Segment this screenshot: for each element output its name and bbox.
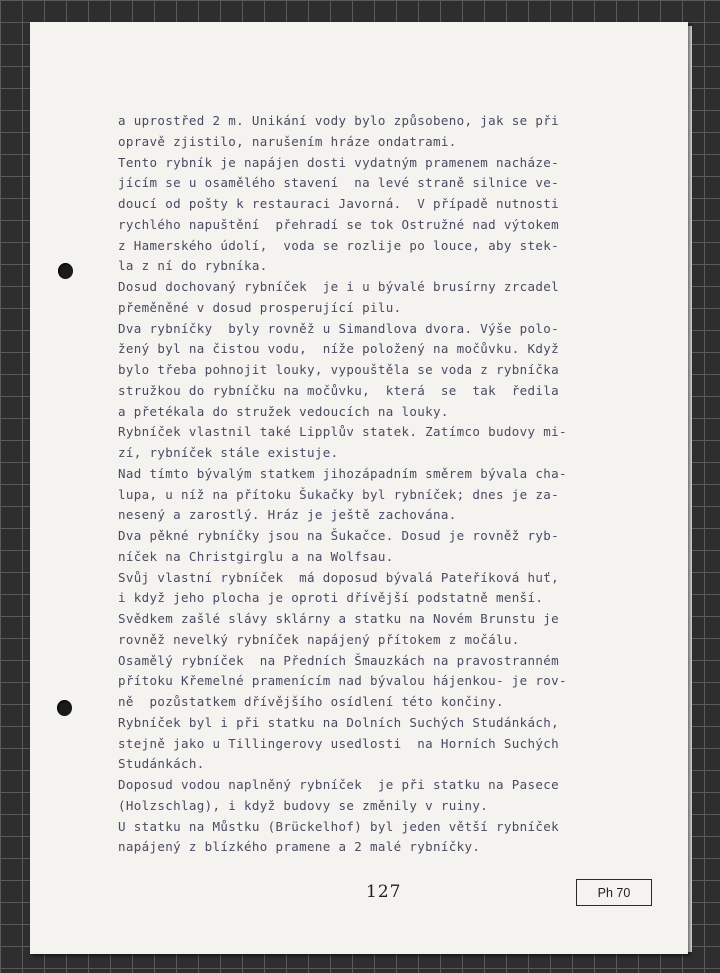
text-line: Dosud dochovaný rybníček je i u bývalé brusírny zrcadel xyxy=(118,279,560,294)
text-line: Studánkách. xyxy=(118,756,205,772)
text-line: Rybníček byl i při statku na Dolních Suchých Studánkách, xyxy=(118,714,560,730)
text-line: jícím se u osamělého stavení na levé straně silnice ve- xyxy=(118,175,560,191)
page-number: 127 xyxy=(366,882,402,902)
text-line: Tento rybník je napájen dosti vydatným pramenem nacháze- xyxy=(118,154,560,170)
text-line: bylo třeba pohnojit louky, vypouštěla se voda z rybníčka xyxy=(118,362,560,377)
typewritten-text xyxy=(118,111,578,858)
text-line: Nad tímto bývalým statkem jihozápadním směrem bývala cha- xyxy=(118,465,567,481)
text-line: la z ní do rybníka. xyxy=(118,258,268,274)
text-line: stejně jako u Tillingerovy usedlosti na Horních Suchých xyxy=(118,735,560,751)
text-line: přítoku Křemelné pramenícím nad bývalou hájenkou- je rov- xyxy=(118,673,567,689)
text-line: stružkou do rybníčku na močůvku, která se tak ředila xyxy=(118,382,560,398)
text-line: žený byl na čistou vodu, níže položený na močůvku. Když xyxy=(118,341,560,357)
text-line: Dva rybníčky byly rovněž u Simandlova dvora. Výše polo- xyxy=(118,320,560,336)
text-line: rychlého napuštění přehradí se tok Ostružné nad výtokem xyxy=(118,216,560,232)
text-line: níček na Christgirglu a na Wolfsau. xyxy=(118,548,394,564)
text-line: Doposud vodou naplněný rybníček je při statku na Pasece xyxy=(118,777,560,792)
text-line: napájený z blízkého pramene a 2 malé rybníčky. xyxy=(118,839,481,855)
text-line: rovněž nevelký rybníček napájený přítokem z močálu. xyxy=(118,631,520,647)
text-line: Svědkem zašlé slávy sklárny a statku na Novém Brunstu je xyxy=(118,611,560,626)
text-line: Rybníček vlastnil také Lipplův statek. Zatímco budovy mi- xyxy=(118,424,567,440)
text-line: Svůj vlastní rybníček má doposud bývalá Pateříková huť, xyxy=(118,569,560,585)
text-line: doucí od pošty k restauraci Javorná. V případě nutnosti xyxy=(118,196,560,211)
text-line: lupa, u níž na přítoku Šukačky byl rybníček; dnes je za- xyxy=(118,486,560,502)
text-line: ně pozůstatkem dřívějšího osídlení této končiny. xyxy=(118,694,504,709)
text-line: zí, rybníček stále existuje. xyxy=(118,445,339,460)
text-line: i když jeho plocha je oproti dřívější podstatně menší. xyxy=(118,590,544,606)
text-line: z Hamerského údolí, voda se rozlije po louce, aby stek- xyxy=(118,237,560,253)
archive-stamp: Ph 70 xyxy=(576,879,652,906)
text-line: nesený a zarostlý. Hráz je ještě zachována. xyxy=(118,507,457,523)
text-line: přeměněné v dosud prosperující pilu. xyxy=(118,299,402,315)
text-line: (Holzschlag), i když budovy se změnily v ruiny. xyxy=(118,797,489,813)
text-line: U statku na Můstku (Brückelhof) byl jeden větší rybníček xyxy=(118,818,560,834)
text-line: a přetékala do stružek vedoucích na louky. xyxy=(118,403,449,419)
punch-hole-upper xyxy=(58,263,73,279)
text-line: Osamělý rybníček na Předních Šmauzkách na pravostranném xyxy=(118,652,560,668)
punch-hole-lower xyxy=(57,700,72,716)
text-line: Dva pěkné rybníčky jsou na Šukačce. Dosud je rovněž ryb- xyxy=(118,528,560,543)
text-line: a uprostřed 2 m. Unikání vody bylo způsobeno, jak se při xyxy=(118,113,560,128)
text-line: opravě zjistilo, narušením hráze ondatrami. xyxy=(118,133,457,149)
